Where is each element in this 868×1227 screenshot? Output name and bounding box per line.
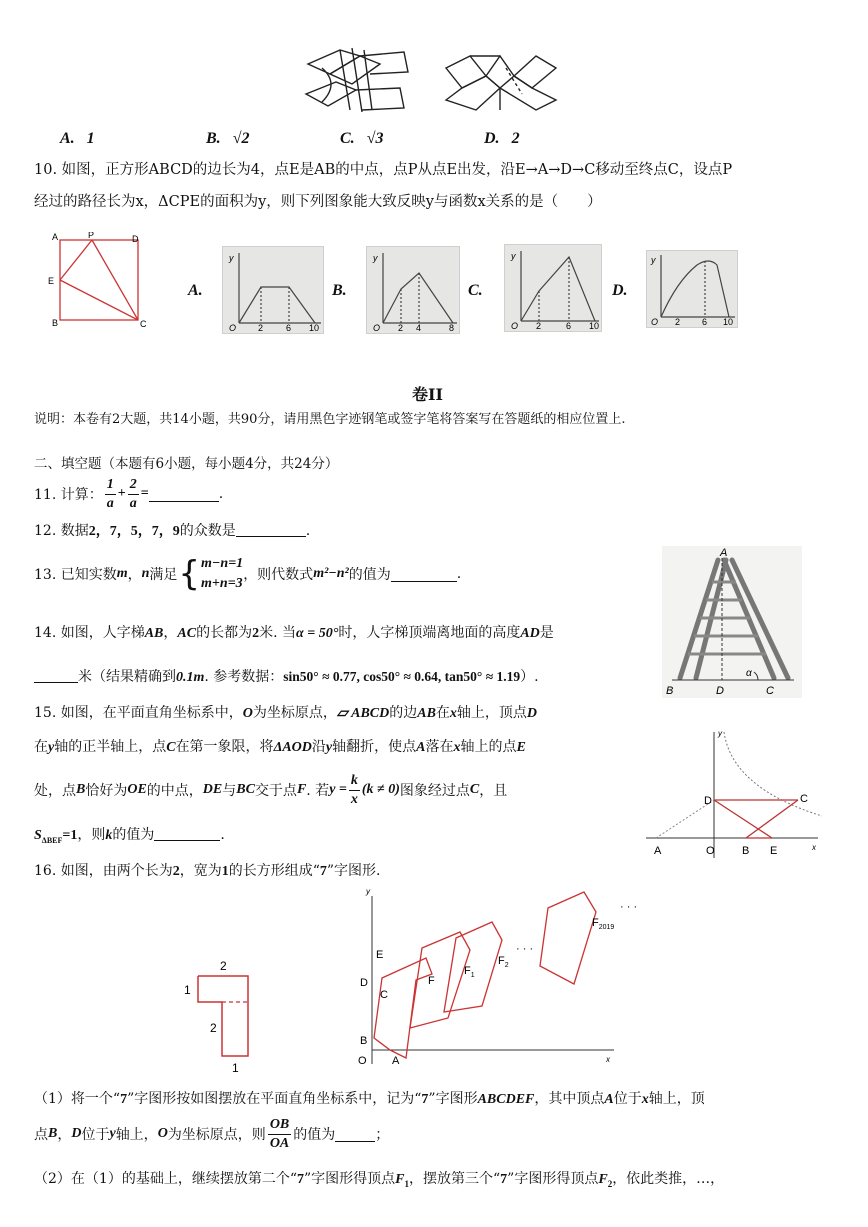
q16-text: 位于 bbox=[613, 1091, 642, 1107]
q14-text: 时，人字梯顶端离地面的高度 bbox=[338, 625, 521, 641]
option-value: √3 bbox=[366, 130, 384, 147]
q15-text: 的值为 bbox=[112, 827, 155, 843]
q15-line1 bbox=[34, 702, 537, 722]
q13-text: 的值为 bbox=[348, 567, 391, 583]
equation-1: m−n=1 bbox=[201, 556, 244, 571]
denominator: a bbox=[106, 495, 114, 511]
area-symbol: S bbox=[34, 828, 42, 843]
brace-icon: { bbox=[178, 554, 201, 594]
point-b: B bbox=[76, 782, 86, 797]
q16-text: （1）将一个“ bbox=[34, 1091, 121, 1107]
folded-strip-figure-left bbox=[300, 44, 412, 116]
origin-label: O bbox=[373, 323, 381, 333]
q16-part1-line1 bbox=[34, 1088, 705, 1108]
y-axis-label: y bbox=[373, 253, 378, 263]
q11-fraction-1 bbox=[105, 476, 116, 513]
point-a: A bbox=[416, 740, 426, 755]
q14-text: 14. 如图，人字梯 bbox=[34, 625, 145, 641]
var-x: x bbox=[453, 740, 461, 755]
q13-answer-blank[interactable] bbox=[391, 567, 457, 582]
function-y: y = bbox=[329, 782, 347, 797]
point-d: D bbox=[526, 706, 538, 721]
q16-text: 16. 如图，由两个长为 bbox=[34, 863, 173, 879]
q12-data: 2，7，5，7，9 bbox=[88, 524, 180, 539]
q12-text: 的众数是 bbox=[179, 523, 236, 539]
tick-label: 2 bbox=[258, 323, 264, 333]
q11-prefix: 11. 计算： bbox=[34, 487, 103, 503]
option-label: D. bbox=[484, 130, 500, 147]
label-e: E bbox=[48, 276, 55, 286]
q16-part1-line2 bbox=[34, 1112, 389, 1156]
q16-text: 位于 bbox=[81, 1127, 110, 1143]
label-d: D bbox=[704, 795, 712, 807]
seven-char: 7 bbox=[120, 1092, 128, 1107]
numerator: 2 bbox=[128, 476, 139, 495]
denominator: x bbox=[350, 791, 358, 807]
ratio-fraction bbox=[268, 1116, 291, 1153]
period: . bbox=[218, 486, 224, 502]
label-f2 bbox=[498, 955, 509, 969]
q10-graph-d[interactable] bbox=[646, 250, 738, 328]
q15-line2 bbox=[34, 736, 526, 756]
area-value: =1 bbox=[62, 828, 78, 843]
q13-text: 满足 bbox=[149, 567, 178, 583]
period: . bbox=[305, 523, 311, 539]
origin-label: O bbox=[651, 317, 659, 327]
segment-ac: AC bbox=[177, 626, 197, 641]
semicolon: ； bbox=[375, 1127, 390, 1143]
section-heading: 二、填空题（本题有6小题，每小题4分，共24分） bbox=[34, 456, 339, 472]
tick-label: 2 bbox=[675, 317, 681, 327]
segment-de: DE bbox=[202, 782, 223, 797]
q9-option-c[interactable] bbox=[340, 130, 383, 148]
label-p: P bbox=[88, 232, 95, 240]
label-o: O bbox=[358, 1055, 367, 1067]
f2-letter: F bbox=[498, 955, 505, 967]
q16-line1 bbox=[34, 860, 381, 880]
q16-text: ，其中顶点 bbox=[534, 1091, 605, 1107]
q15-text: 沿 bbox=[311, 739, 326, 755]
f1-letter: F bbox=[464, 965, 471, 977]
q14-ladder-figure bbox=[662, 546, 802, 698]
q16-answer-blank[interactable] bbox=[335, 1127, 375, 1142]
period: . bbox=[220, 827, 225, 843]
q14-text: 米. 当 bbox=[259, 625, 296, 641]
q11-answer-blank[interactable] bbox=[149, 487, 219, 502]
q15-text: 为坐标原点， bbox=[252, 705, 337, 721]
ellipsis-dots: · · · bbox=[516, 943, 534, 955]
var-y: y bbox=[325, 740, 333, 755]
label-a: A bbox=[654, 845, 662, 857]
tick-label: 10 bbox=[723, 317, 734, 327]
equation-system bbox=[201, 554, 243, 594]
tick-label: 8 bbox=[449, 323, 455, 333]
q16-text: 轴上，顶 bbox=[648, 1091, 705, 1107]
x-axis-label: x bbox=[606, 1055, 610, 1064]
y-axis-label: y bbox=[651, 255, 656, 265]
segment-bc: BC bbox=[236, 782, 255, 797]
q14-text: ）. bbox=[520, 669, 539, 685]
point-d: D bbox=[71, 1126, 82, 1141]
q15-text: 的中点， bbox=[146, 783, 203, 799]
q16-text: ”字图形得顶点 bbox=[507, 1171, 599, 1187]
q15-text: 恰好为 bbox=[85, 783, 128, 799]
tick-label: 10 bbox=[309, 323, 320, 333]
q15-text: 与 bbox=[222, 783, 237, 799]
label-e: E bbox=[770, 845, 778, 857]
q15-text: ，且 bbox=[479, 783, 508, 799]
point-f1: F bbox=[395, 1172, 405, 1187]
y-axis-label: y bbox=[718, 729, 722, 738]
x-axis-label: x bbox=[812, 843, 816, 852]
comma: ， bbox=[127, 567, 142, 583]
q12-answer-blank[interactable] bbox=[236, 522, 306, 537]
subscript: 2 bbox=[607, 1178, 613, 1189]
reference-data: sin50° ≈ 0.77, cos50° ≈ 0.64, tan50° ≈ 1.19 bbox=[283, 669, 521, 684]
q15-text: 15. 如图，在平面直角坐标系中， bbox=[34, 705, 243, 721]
q16-text: ”字图形按如图摆放在平面直角坐标系中，记为“ bbox=[127, 1091, 422, 1107]
numerator: OB bbox=[268, 1116, 291, 1135]
q14-text: 米（结果精确到 bbox=[78, 669, 176, 685]
q16-text: 的值为 bbox=[293, 1127, 336, 1143]
tick-label: 6 bbox=[286, 323, 292, 333]
label-f: F bbox=[428, 975, 435, 987]
q10-graph-b[interactable] bbox=[366, 246, 460, 334]
subscript: 1 bbox=[404, 1178, 409, 1189]
f2019-subscript: 2019 bbox=[598, 924, 615, 931]
option-label: A. bbox=[60, 130, 75, 147]
length-2: 2 bbox=[172, 864, 180, 879]
point-a: A bbox=[604, 1092, 614, 1107]
q15-text: . 若 bbox=[306, 783, 330, 799]
q10-line2: 经过的路径长为x，ΔCPE的面积为y，则下列图象能大致反映y与函数x关系的是（ ） bbox=[34, 194, 602, 210]
seven-char: 7 bbox=[296, 1172, 304, 1187]
point-b: B bbox=[48, 1126, 58, 1141]
q14-line2 bbox=[34, 666, 539, 686]
option-value: 2 bbox=[511, 130, 520, 147]
q15-text: 轴的正半轴上，点 bbox=[54, 739, 167, 755]
point-f: F bbox=[296, 782, 307, 797]
plus-sign: + bbox=[117, 486, 126, 501]
q14-answer-blank[interactable] bbox=[34, 668, 78, 683]
function-fraction bbox=[349, 772, 360, 809]
tick-label: 6 bbox=[566, 321, 572, 331]
dim-bottom: 1 bbox=[232, 1061, 239, 1075]
shape-name: ABCDEF bbox=[477, 1092, 535, 1107]
label-c: C bbox=[380, 989, 388, 1001]
q16-text: （2）在（1）的基础上，继续摆放第二个“ bbox=[34, 1171, 297, 1187]
q10-line1: 10. 如图，正方形ABCD的边长为4，点E是AB的中点，点P从点E出发，沿E→A→D→C移动至终点C，设点P bbox=[34, 162, 733, 178]
numerator: k bbox=[349, 772, 360, 791]
tick-label: 4 bbox=[416, 323, 422, 333]
point-c: C bbox=[469, 782, 480, 797]
q16-text: ，依此类推，…， bbox=[612, 1171, 725, 1187]
q15-text: 在第一象限，将 bbox=[175, 739, 274, 755]
triangle-aod: ΔAOD bbox=[273, 740, 312, 755]
label-b: B bbox=[52, 318, 59, 328]
q15-text: 轴上，顶点 bbox=[456, 705, 527, 721]
q10-graph-c[interactable] bbox=[504, 244, 602, 332]
q15-coordinate-figure bbox=[646, 728, 826, 862]
q16-text: 点 bbox=[34, 1127, 48, 1143]
q15-text: 在 bbox=[34, 739, 48, 755]
comma: ， bbox=[163, 625, 178, 641]
label-a: A bbox=[52, 232, 59, 242]
y-axis-label: y bbox=[511, 251, 516, 261]
denominator: a bbox=[129, 495, 137, 511]
numerator: 1 bbox=[105, 476, 116, 495]
q13-text: ，则代数式 bbox=[243, 567, 314, 583]
label-alpha: α bbox=[746, 668, 752, 679]
var-x: x bbox=[641, 1092, 649, 1107]
dim-left: 1 bbox=[184, 983, 191, 997]
q13 bbox=[34, 552, 461, 596]
q13-expression: m²−n² bbox=[313, 566, 349, 581]
q14-line1 bbox=[34, 622, 554, 642]
q15-line3 bbox=[34, 768, 507, 812]
point-e: E bbox=[516, 740, 526, 755]
q16-text: ”字图形得顶点 bbox=[303, 1171, 396, 1187]
label-d: D bbox=[132, 234, 139, 244]
segment-oe: OE bbox=[127, 782, 147, 797]
q16-text: ，宽为 bbox=[179, 863, 222, 879]
point-c: C bbox=[166, 740, 176, 755]
length-value: 2 bbox=[252, 626, 260, 641]
q15-text: 轴上的点 bbox=[460, 739, 517, 755]
label-f1 bbox=[464, 965, 475, 979]
ellipsis-dots: · · · bbox=[620, 901, 638, 913]
q16-part2-line1 bbox=[34, 1168, 724, 1189]
q10-option-a-label[interactable]: A. bbox=[188, 282, 203, 299]
label-d: D bbox=[360, 977, 368, 989]
equation-2: m+n=3 bbox=[201, 576, 243, 591]
q9-option-d[interactable] bbox=[484, 130, 520, 148]
tick-label: 10 bbox=[589, 321, 600, 331]
q15-text: 落在 bbox=[425, 739, 454, 755]
tick-label: 6 bbox=[702, 317, 708, 327]
tick-label: 2 bbox=[536, 321, 542, 331]
label-e: E bbox=[376, 949, 384, 961]
q15-text: 处，点 bbox=[34, 783, 76, 799]
folded-strip-figure-right bbox=[440, 48, 562, 116]
point-o: O bbox=[242, 706, 253, 721]
q10-option-c-label[interactable]: C. bbox=[468, 282, 483, 299]
option-label: B. bbox=[206, 130, 221, 147]
q10-option-d-label[interactable]: D. bbox=[612, 282, 628, 299]
q10-graph-a[interactable] bbox=[222, 246, 324, 334]
tick-label: 2 bbox=[398, 323, 404, 333]
q16-text: ”字图形. bbox=[326, 863, 381, 879]
segment-ab: AB bbox=[144, 626, 164, 641]
var-m: m bbox=[116, 566, 128, 581]
angle-value: α = 50° bbox=[296, 626, 339, 641]
option-value: √2 bbox=[232, 130, 250, 147]
section-title: 卷II bbox=[412, 385, 443, 404]
option-value: 1 bbox=[86, 130, 95, 147]
q13-text: 13. 已知实数 bbox=[34, 567, 117, 583]
parallelogram: ▱ ABCD bbox=[336, 706, 390, 721]
f1-subscript: 1 bbox=[470, 972, 475, 979]
q11 bbox=[34, 474, 223, 514]
period: . bbox=[456, 566, 462, 582]
section-note: 说明：本卷有2大题，共14小题，共90分，请用黑色字迹钢笔或签字笔将答案写在答题纸的相应位置上. bbox=[34, 412, 626, 427]
option-label: C. bbox=[340, 130, 355, 147]
var-n: n bbox=[141, 566, 150, 581]
condition: (k ≠ 0) bbox=[361, 782, 400, 797]
q10-option-b-label[interactable]: B. bbox=[332, 282, 347, 299]
y-axis-label: y bbox=[229, 253, 234, 263]
q16-seven-shape bbox=[180, 956, 280, 1076]
q15-line4 bbox=[34, 824, 225, 845]
label-a: A bbox=[720, 547, 728, 559]
q11-fraction-2 bbox=[128, 476, 139, 513]
precision: 0.1m bbox=[176, 670, 205, 685]
comma: ， bbox=[57, 1127, 72, 1143]
label-b: B bbox=[742, 845, 750, 857]
segment-ad: AD bbox=[520, 626, 540, 641]
var-k: k bbox=[105, 828, 113, 843]
label-o: O bbox=[706, 845, 715, 857]
equals-sign: = bbox=[140, 486, 149, 501]
q15-text: ，则 bbox=[77, 827, 106, 843]
label-c: C bbox=[766, 685, 774, 697]
seven-char: 7 bbox=[319, 864, 327, 879]
point-o: O bbox=[157, 1126, 168, 1141]
point-f2: F bbox=[598, 1172, 608, 1187]
var-y: y bbox=[48, 740, 55, 755]
q14-text: 的长都为 bbox=[196, 625, 253, 641]
q14-text: . 参考数据： bbox=[204, 669, 284, 685]
q14-text: 是 bbox=[539, 625, 554, 641]
q15-text: 的边 bbox=[389, 705, 418, 721]
var-y: y bbox=[109, 1126, 116, 1141]
f2019-letter: F bbox=[592, 917, 599, 929]
width-1: 1 bbox=[221, 864, 229, 879]
label-b: B bbox=[360, 1035, 368, 1047]
f2-subscript: 2 bbox=[504, 962, 509, 969]
q9-option-b[interactable] bbox=[206, 130, 249, 148]
label-f2019 bbox=[592, 917, 614, 931]
denominator: OA bbox=[269, 1135, 290, 1151]
q16-text: 为坐标原点，则 bbox=[167, 1127, 266, 1143]
q16-coordinate-figure bbox=[352, 888, 668, 1070]
q16-text: 轴上， bbox=[115, 1127, 158, 1143]
q15-text: 交于点 bbox=[254, 783, 297, 799]
seven-char: 7 bbox=[421, 1092, 429, 1107]
q16-text: 的长方形组成“ bbox=[228, 863, 320, 879]
q15-text: 轴翻折，使点 bbox=[332, 739, 417, 755]
origin-label: O bbox=[229, 323, 237, 333]
q16-text: ，摆放第三个“ bbox=[409, 1171, 501, 1187]
seven-char: 7 bbox=[500, 1172, 508, 1187]
area-subscript: ΔBEF bbox=[41, 835, 63, 845]
dim-mid: 2 bbox=[210, 1021, 217, 1035]
q10-square-figure bbox=[48, 232, 158, 332]
label-c: C bbox=[140, 319, 147, 329]
label-b: B bbox=[666, 685, 674, 697]
q9-option-a[interactable] bbox=[60, 130, 95, 148]
segment-ab: AB bbox=[417, 706, 436, 721]
q15-text: 在 bbox=[435, 705, 450, 721]
label-a: A bbox=[392, 1055, 400, 1067]
label-c: C bbox=[800, 793, 808, 805]
q12-text: 12. 数据 bbox=[34, 523, 89, 539]
q15-answer-blank[interactable] bbox=[154, 826, 220, 841]
y-axis-label: y bbox=[366, 888, 370, 896]
origin-label: O bbox=[511, 321, 519, 331]
q16-text: ”字图形 bbox=[428, 1091, 478, 1107]
var-x: x bbox=[449, 706, 457, 721]
q12 bbox=[34, 520, 310, 540]
q15-text: 图象经过点 bbox=[399, 783, 470, 799]
label-d: D bbox=[716, 685, 724, 697]
dim-top: 2 bbox=[220, 959, 227, 973]
